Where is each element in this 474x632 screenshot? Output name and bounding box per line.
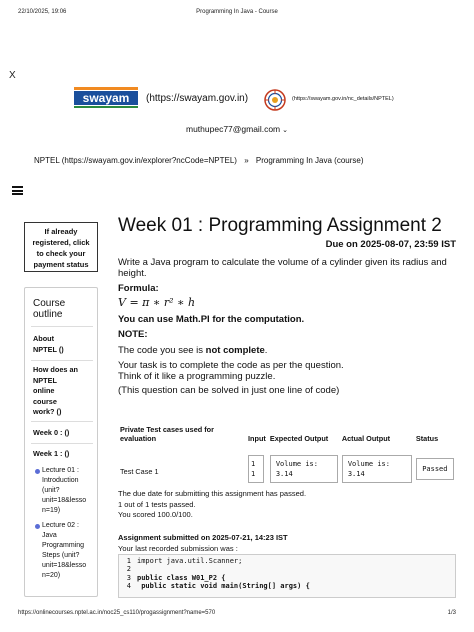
status-badge: Passed xyxy=(416,458,454,480)
outline-item-week-1[interactable]: Week 1 : () xyxy=(33,449,70,458)
swayam-logo[interactable] xyxy=(72,84,140,112)
test-case-actual: Volume is: 3.14 xyxy=(340,445,414,485)
print-title: Programming In Java - Course xyxy=(196,9,278,15)
assignment-description: Write a Java program to calculate the volume of a cylinder given its radius and height. xyxy=(118,257,447,279)
code-line: 4 public static void main(String[] args) { xyxy=(126,582,310,591)
task-text: Your task is to complete the code as per the question. Think of it like a programming puzzle. xyxy=(118,360,344,382)
formula-label: Formula: xyxy=(118,283,159,294)
user-menu[interactable] xyxy=(0,124,474,134)
course-outline-title: Course outline xyxy=(33,298,66,320)
payment-status-line: registered, click xyxy=(32,238,90,247)
print-footer xyxy=(18,610,456,620)
hamburger-menu-icon[interactable] xyxy=(12,186,23,195)
code-line: 3 public class W01_P2 { xyxy=(126,573,226,582)
breadcrumb-separator: » xyxy=(244,156,249,165)
outline-divider xyxy=(31,360,93,361)
swayam-link[interactable]: (https://swayam.gov.in) xyxy=(146,93,249,104)
table-row xyxy=(118,445,456,485)
nptel-link[interactable]: (https://swayam.gov.in/nc_details/NPTEL) xyxy=(292,96,394,102)
outline-divider xyxy=(31,421,93,422)
print-header xyxy=(18,9,456,19)
col-header-actual: Actual Output xyxy=(341,434,391,443)
col-header-expected: Expected Output xyxy=(269,434,329,443)
mathpi-hint: You can use Math.PI for the computation. xyxy=(118,314,305,325)
col-header-test-case: Private Test cases used for evaluation xyxy=(120,425,214,443)
test-case-input: 1 1 xyxy=(246,445,268,485)
test-case-status xyxy=(414,445,456,485)
formula: V = π ∗ r² ∗ h xyxy=(118,296,196,309)
col-header-status: Status xyxy=(415,434,439,443)
nptel-emblem-icon[interactable] xyxy=(264,89,286,111)
result-summary: The due date for submitting this assignment has passed. 1 out of 1 tests passed. You scored 100.0/100. xyxy=(118,489,307,519)
table-header-row xyxy=(118,423,456,445)
page-number: 1/3 xyxy=(447,610,456,616)
test-case-expected: Volume is: 3.14 xyxy=(268,445,340,485)
payment-status-line: payment status xyxy=(33,260,89,269)
lecture-bullet-icon xyxy=(35,469,40,474)
code-line: 1 import java.util.Scanner; xyxy=(126,557,243,565)
submission-timestamp: Assignment submitted on 2025-07-21, 14:23 IST xyxy=(118,533,288,542)
print-date: 22/10/2025, 19:06 xyxy=(18,9,67,15)
course-outline xyxy=(24,287,98,597)
lecture-item-01[interactable]: Lecture 01 : Introduction (unit? unit=18&lesso n=19) xyxy=(35,466,93,516)
close-button[interactable]: X xyxy=(9,70,16,81)
outline-divider xyxy=(31,326,93,327)
payment-status-button[interactable] xyxy=(24,222,98,272)
chevron-down-icon: ⌄ xyxy=(282,127,289,134)
note-label: NOTE: xyxy=(118,329,148,340)
user-email: muthupec77@gmail.com xyxy=(185,124,281,134)
outline-item-how-it-works[interactable]: How does an NPTEL online course work? () xyxy=(33,365,79,416)
outline-divider xyxy=(31,443,93,444)
test-case-table xyxy=(118,423,456,485)
outline-item-about-nptel[interactable]: About NPTEL () xyxy=(33,334,64,354)
one-line-hint: (This question can be solved in just one line of code) xyxy=(118,385,340,396)
submitted-code xyxy=(118,554,456,598)
test-case-name: Test Case 1 xyxy=(120,466,159,476)
print-url: https://onlinecourses.nptel.ac.in/noc25_cs110/progassignment?name=570 xyxy=(18,610,216,616)
code-line: 2 xyxy=(126,565,131,574)
due-date: Due on 2025-08-07, 23:59 IST xyxy=(325,239,456,250)
breadcrumb-nptel[interactable]: NPTEL (https://swayam.gov.in/explorer?ncCode=NPTEL) xyxy=(34,156,237,165)
last-recorded-label: Your last recorded submission was : xyxy=(118,544,238,553)
outline-item-week-0[interactable]: Week 0 : () xyxy=(33,428,70,437)
payment-status-line: If already xyxy=(44,227,78,236)
swayam-logo-text: swayam xyxy=(82,91,130,105)
lecture-item-02[interactable]: Lecture 02 : Java Programming Steps (unit? unit=18&lesso n=20) xyxy=(35,521,93,581)
logo-row xyxy=(72,84,432,114)
payment-status-line: to check your xyxy=(36,249,86,258)
page-title: Week 01 : Programming Assignment 2 xyxy=(118,215,442,236)
note-text: The code you see is not complete. xyxy=(118,345,268,356)
breadcrumb-course[interactable]: Programming In Java (course) xyxy=(255,156,364,165)
lecture-bullet-icon xyxy=(35,524,40,529)
col-header-input: Input xyxy=(248,434,266,443)
breadcrumb xyxy=(34,156,364,165)
